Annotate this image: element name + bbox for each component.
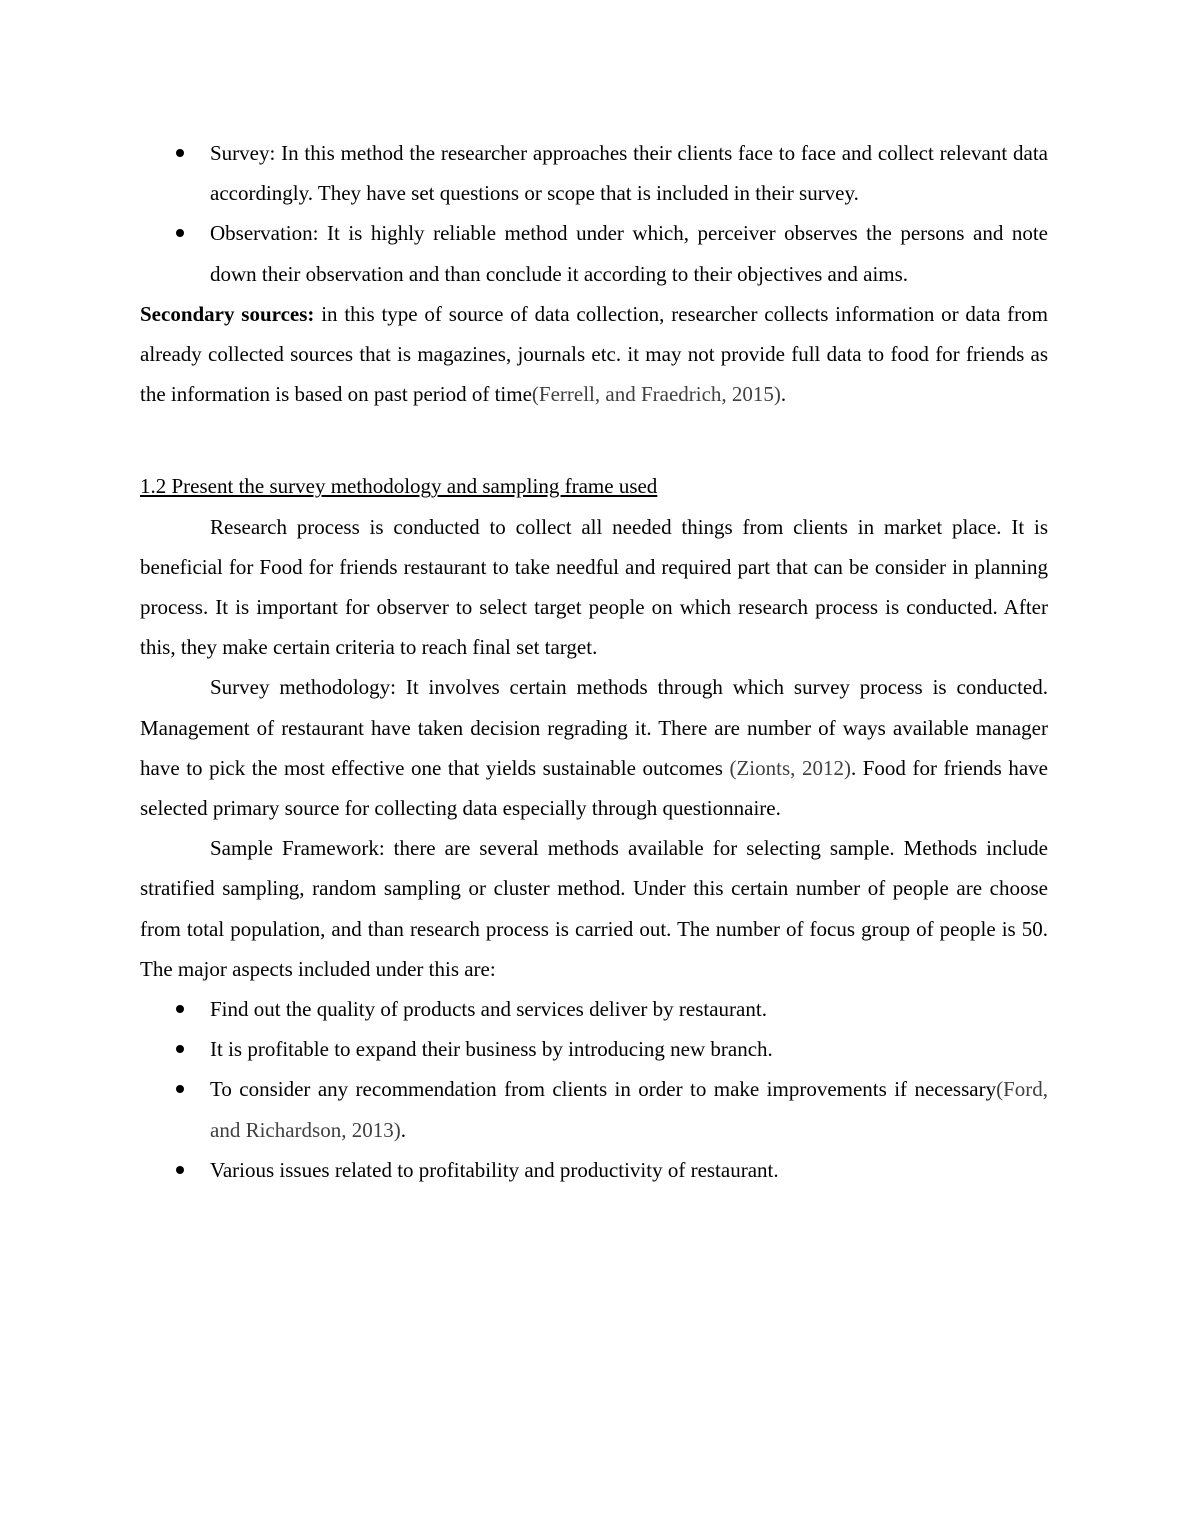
paragraph-text: Survey methodology: It involves certain methods through which survey process is conducted. Management of restaurant have taken decision regrading it. There are number of ways available manager have to pick the most effective one that yields sustainable outcomes <box>140 675 1048 780</box>
list-item <box>140 1069 1048 1149</box>
citation: (Ferrell, and Fraedrich, 2015) <box>531 382 781 407</box>
secondary-sources-text: in this type of source of data collection, researcher collects information or data from already collected sources that is magazines, journals etc. it may not provide full data to food for friends as the information is based on past period of time <box>140 301 1048 407</box>
list-item-text: It is profitable to expand their business by introducing new branch. <box>210 1037 773 1062</box>
primary-methods-list <box>140 133 1048 294</box>
section-heading: 1.2 Present the survey methodology and sampling frame used <box>140 474 658 499</box>
list-item-text: Observation: It is highly reliable method under which, perceiver observes the persons and note down their observation and than conclude it according to their objectives and aims. <box>210 221 1048 286</box>
document-page <box>140 133 1048 1190</box>
sentence-end: . <box>780 382 787 407</box>
list-item-text: Find out the quality of products and services deliver by restaurant. <box>210 997 767 1022</box>
survey-methodology-paragraph <box>140 667 1048 828</box>
body-paragraph: Research process is conducted to collect all needed things from clients in market place. It is beneficial for Food for friends restaurant to take needful and required part that can be consider in planning process. It is important for observer to select target people on which research process is conducted. After this, they make certain criteria to reach final set target. <box>140 514 1048 660</box>
bullet-icon <box>176 149 184 157</box>
aspects-list <box>140 989 1048 1190</box>
list-item <box>140 1150 1048 1190</box>
list-item <box>140 1029 1048 1069</box>
sentence-end: . <box>400 1117 406 1142</box>
list-item-text: Survey: In this method the researcher approaches their clients face to face and collect relevant data accordingly. They have set questions or scope that is included in their survey. <box>210 141 1048 206</box>
citation: (Ford, and Richardson, 2013) <box>210 1077 1048 1142</box>
bullet-icon <box>176 1166 184 1174</box>
bullet-icon <box>176 229 184 237</box>
bullet-icon <box>176 1045 184 1053</box>
citation: (Zionts, 2012) <box>729 755 851 780</box>
bullet-icon <box>176 1085 184 1093</box>
secondary-sources-label: Secondary sources: <box>140 301 315 326</box>
list-item <box>140 989 1048 1029</box>
list-item <box>140 133 1048 213</box>
list-item-text: To consider any recommendation from clients in order to make improvements if necessary <box>210 1077 997 1102</box>
list-item-text: Various issues related to profitability and productivity of restaurant. <box>210 1157 779 1182</box>
list-item <box>140 213 1048 293</box>
sample-framework-paragraph: Sample Framework: there are several methods available for selecting sample. Methods include stratified sampling, random sampling or cluster method. Under this certain number of people are choose from total population, and than research process is carried out. The number of focus group of people is 50. The major aspects included under this are: <box>140 836 1048 981</box>
paragraph-text: . Food for friends have selected primary source for collecting data especially through questionnaire. <box>140 755 1048 821</box>
bullet-icon <box>176 1005 184 1013</box>
secondary-sources-paragraph <box>140 294 1048 415</box>
